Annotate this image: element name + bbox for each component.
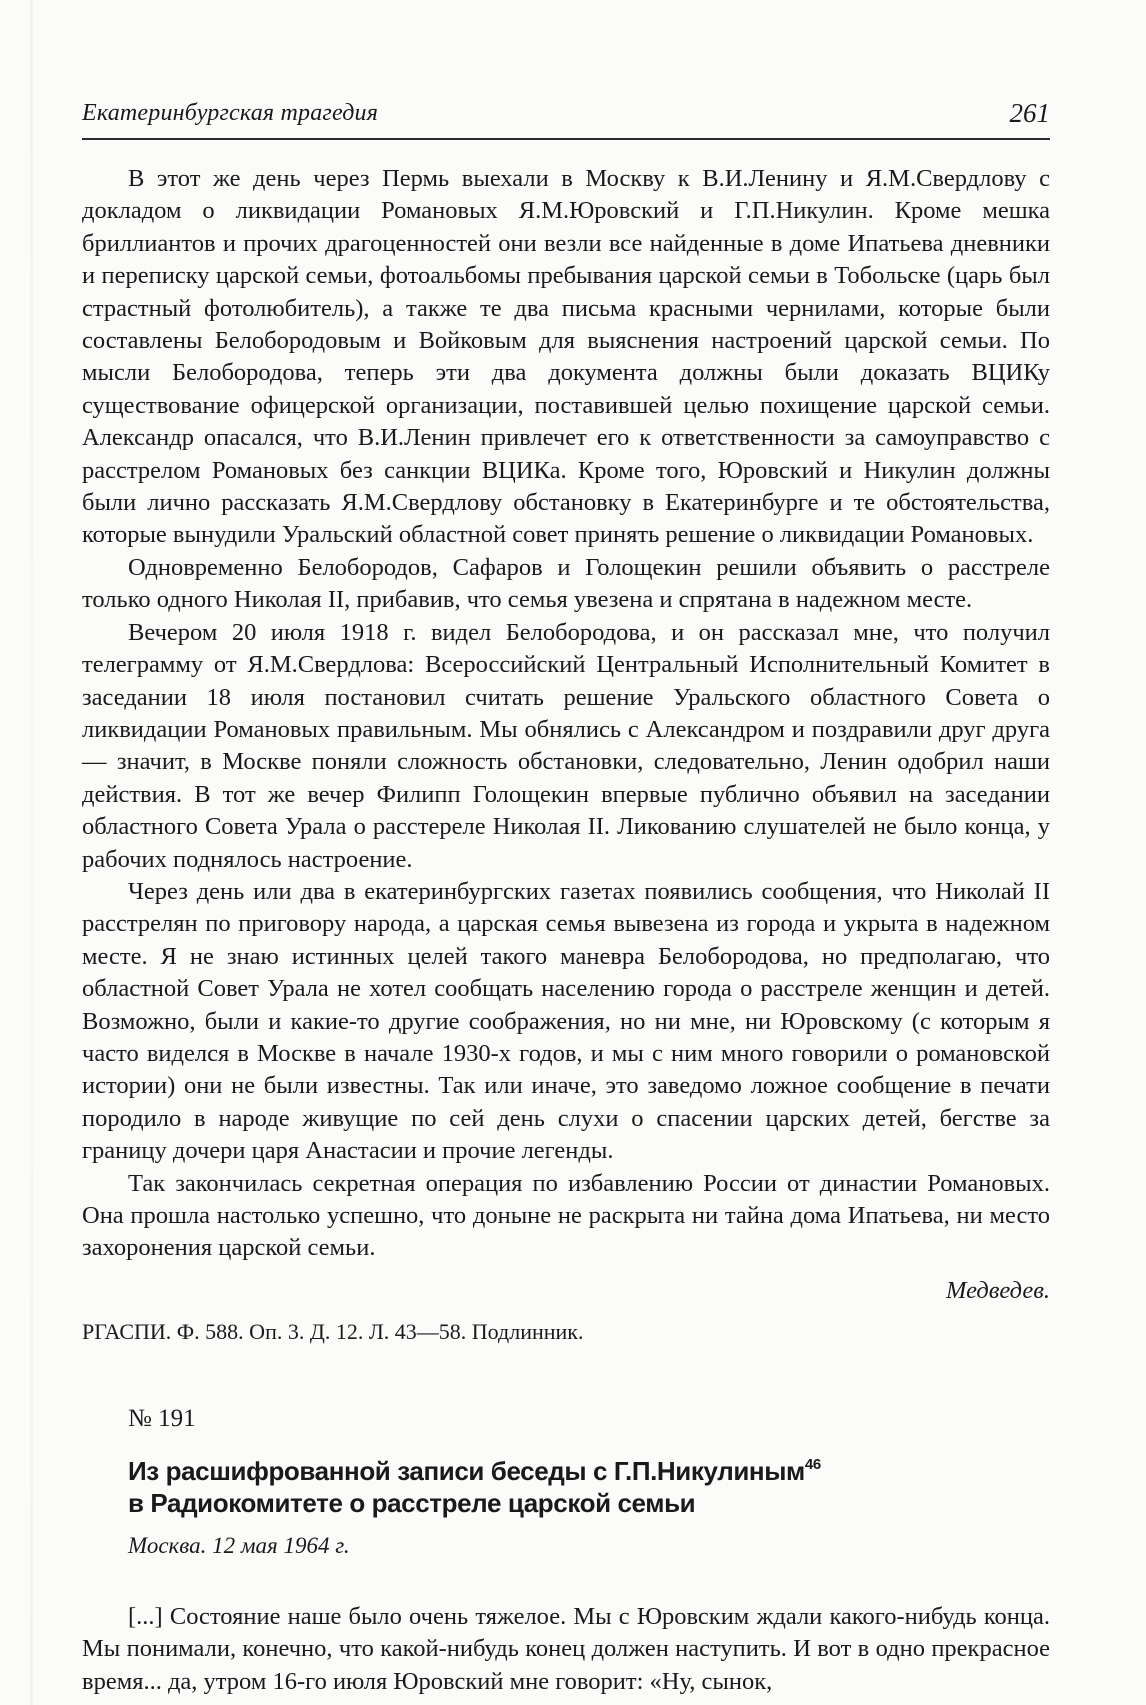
page-body xyxy=(82,163,1050,1698)
scan-edge-shadow xyxy=(30,0,33,1705)
signature: Медведев. xyxy=(946,1276,1050,1304)
footnote-reference: 46 xyxy=(804,1455,821,1473)
document-text: [...] Состояние наше было очень тяжелое. Мы с Юровским ждали какого-нибудь конца. Мы понимали, конечно, что какой-нибудь конец должен наступить. И вот в одно прекрасное время... да, утром 16-го июля Юровский мне говорит: «Ну, сынок, xyxy=(82,1602,1050,1695)
page-number: 261 xyxy=(1009,98,1050,128)
running-title: Екатеринбургская трагедия xyxy=(82,100,379,126)
paragraph: В этот же день через Пермь выехали в Москву к В.И.Ленину и Я.М.Свердлову с докладом о ликвидации Романовых Я.М.Юровский и Г.П.Никулин. Кроме мешка бриллиантов и прочих драгоценностей они везли все найденные в доме Ипатьева дневники и переписку царской семьи, фотоальбомы пребывания царской семьи в Тобольске (царь был страстный фотолюбитель), а также те два письма красными чернилами, которые были составлены Белобородовым и Войковым для выяснения настроений царской семьи. По мысли Белобородова, теперь эти два документа должны были доказать ВЦИКу существование офицерской организации, поставившей целью похищение царской семьи. Александр опасался, что В.И.Ленин привлечет его к ответственности за самоуправство с расстрелом Романовых без санкции ВЦИКа. Кроме того, Юровский и Никулин должны были лично рассказать Я.М.Свердлову обстановку в Екатеринбурге и те обстоятельства, которые вынудили Уральский областной совет принять решение о ликвидации Романовых. xyxy=(82,165,1050,549)
paragraph: Через день или два в екатеринбургских газетах появились сообщения, что Николай II расстрелян по приговору народа, а царская семья вывезена из города и укрыта в надежном месте. Я не знаю истинных целей такого маневра Белобородова, но предполагаю, что областной Совет Урала не хотел сообщать населению города о расстреле женщин и детей. Возможно, были и какие-то другие соображения, но ни мне, ни Юровскому (с которым я часто виделся в Москве в начале 1930-х годов, и мы с ним много говорили о романовской истории) они не были известны. Так или иначе, это заведомо ложное сообщение в печати породило в народе живущие по сей день слухи о спасении царских детей, бегстве за границу дочери царя Анастасии и прочие легенды. xyxy=(82,877,1050,1165)
document-place-date: Москва. 12 мая 1964 г. xyxy=(128,1532,350,1558)
document-title xyxy=(128,1455,1050,1519)
paragraph: Вечером 20 июля 1918 г. видел Белобородова, и он рассказал мне, что получил телеграмму от Я.М.Свердлова: Всероссийский Центральный Исполнительный Комитет в заседании 18 июля постановил считать решение Уральского областного Совета о ликвидации Романовых правильным. Мы обнялись с Александром и поздравили друг друга — значит, в Москве поняли сложность обстановки, следовательно, Ленин одобрил наши действия. В тот же вечер Филипп Голощекин впервые публично объявил на заседании областного Совета Урала о расстереле Николая II. Ликованию слушателей не было конца, у рабочих поднялось настроение. xyxy=(82,618,1050,873)
document-number: № 191 xyxy=(128,1404,196,1432)
paragraph: Так закончилась секретная операция по избавлению России от династии Романовых. Она прошла настолько успешно, что доныне не раскрыта ни тайна дома Ипатьева, ни место захоронения царской семьи. xyxy=(82,1169,1050,1262)
document-title-line-1: Из расшифрованной записи беседы с Г.П.Никулиным xyxy=(128,1455,805,1486)
paragraph: Одновременно Белобородов, Сафаров и Голощекин решили объявить о расстреле только одного Николая II, прибавив, что семья увезена и спрятана в надежном месте. xyxy=(82,553,1050,614)
document-title-line-2: в Радиокомитете о расстреле царской семьи xyxy=(128,1487,696,1518)
archive-source: РГАСПИ. Ф. 588. Оп. 3. Д. 12. Л. 43—58. Подлинник. xyxy=(82,1318,584,1344)
running-header xyxy=(82,98,1050,140)
